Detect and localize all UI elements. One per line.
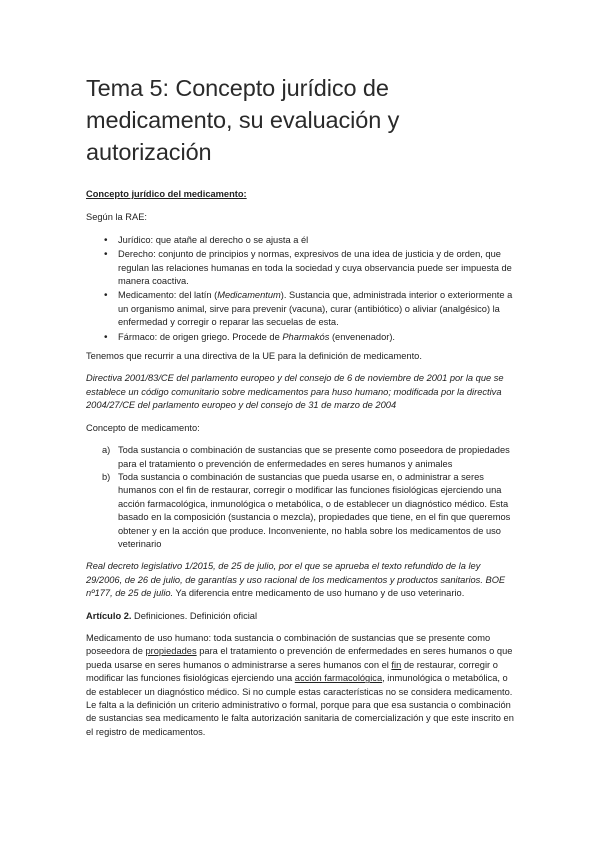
list-item: a) Toda sustancia o combinación de sustancias que se presente como poseedora de propiedades para el tratamiento o prevención de enfermedades en seres humanos y animales (102, 445, 510, 469)
articulo-heading: Artículo 2. Definiciones. Definición oficial (86, 610, 258, 621)
directiva-paragraph: Directiva 2001/83/CE del parlamento europeo y del consejo de 6 de noviembre de 2001 por la que se establece un código comunitario sobre medicamentos para huso humano; modificada por la directiva 2004/27/CE del parlamento europeo y del consejo de 31 de marzo de 2004 (86, 373, 504, 411)
list-item: • Fármaco: de origen griego. Procede de Pharmakós (envenenador). (86, 331, 516, 344)
concepto-list (86, 444, 516, 551)
list-item: b) Toda sustancia o combinación de sustancias que pueda usarse en, o administrar a seres humanos con el fin de restaurar, corregir o modificar las funciones fisiológicas ejerciendo una acción farmacológica, inmunológica o metabólica, o de establecer un diagnóstico médico. Esta basado en la composición (sustancia o mezcla), propiedades que tiene, en el fin que queremos obtener y en la acción que produce. Inconveniente, no habla sobre los medicamentos de uso veterinario (102, 471, 511, 549)
section-heading: Concepto jurídico del medicamento: (86, 189, 247, 199)
list-item: • Medicamento: del latín (Medicamentum). Sustancia que, administrada interior o exteriormente a un organismo animal, sirve para prevenir (vacuna), curar (antibiótico) o aliviar (analgésico) la enfermedad y corregir o reparar las secuelas de esta. (86, 289, 516, 329)
concepto-intro: Concepto de medicamento: (86, 422, 200, 433)
ue-paragraph: Tenemos que recurrir a una directiva de la UE para la definición de medicamento. (86, 351, 422, 362)
real-decreto-paragraph: Real decreto legislativo 1/2015, de 25 de julio, por el que se aprueba el texto refundido de la ley 29/2006, de 26 de julio, de garantías y uso racional de los medicamentos y productos sanitarios. BOE nº177, de 25 de julio. Ya diferencia entre medicamento de uso humano y de uso veterinario. (86, 561, 506, 599)
list-item: • Jurídico: que atañe al derecho o se ajusta a él (86, 234, 516, 247)
rae-definition-list (86, 234, 516, 344)
definition-paragraph: Medicamento de uso humano: toda sustancia o combinación de sustancias que se presente como poseedora de propiedades para el tratamiento o prevención de enfermedades en seres humanos o que pueda usarse en seres humanos o administrarse a seres humanos con el fin de restaurar, corregir o modificar las funciones fisiológicas ejerciendo una acción farmacológica, inmunológica o metabólica, o de establecer un diagnóstico médico. Si no cumple estas características no se considera medicamento. Le falta a la definición un criterio administrativo o formal, porque para que esa sustancia o combinación de sustancias sea medicamento le falta autorización sanitaria de comercialización y que este inscrito en el registro de medicamentos. (86, 632, 514, 737)
document-page (86, 72, 516, 739)
document-title: Tema 5: Concepto jurídico de medicamento, su evaluación y autorización (86, 75, 400, 165)
list-item: • Derecho: conjunto de principios y normas, expresivos de una idea de justicia y de orden, que regulan las relaciones humanas en toda la sociedad y cuya observancia puede ser impuesta de manera coactiva. (86, 248, 516, 288)
rae-intro: Según la RAE: (86, 212, 147, 223)
